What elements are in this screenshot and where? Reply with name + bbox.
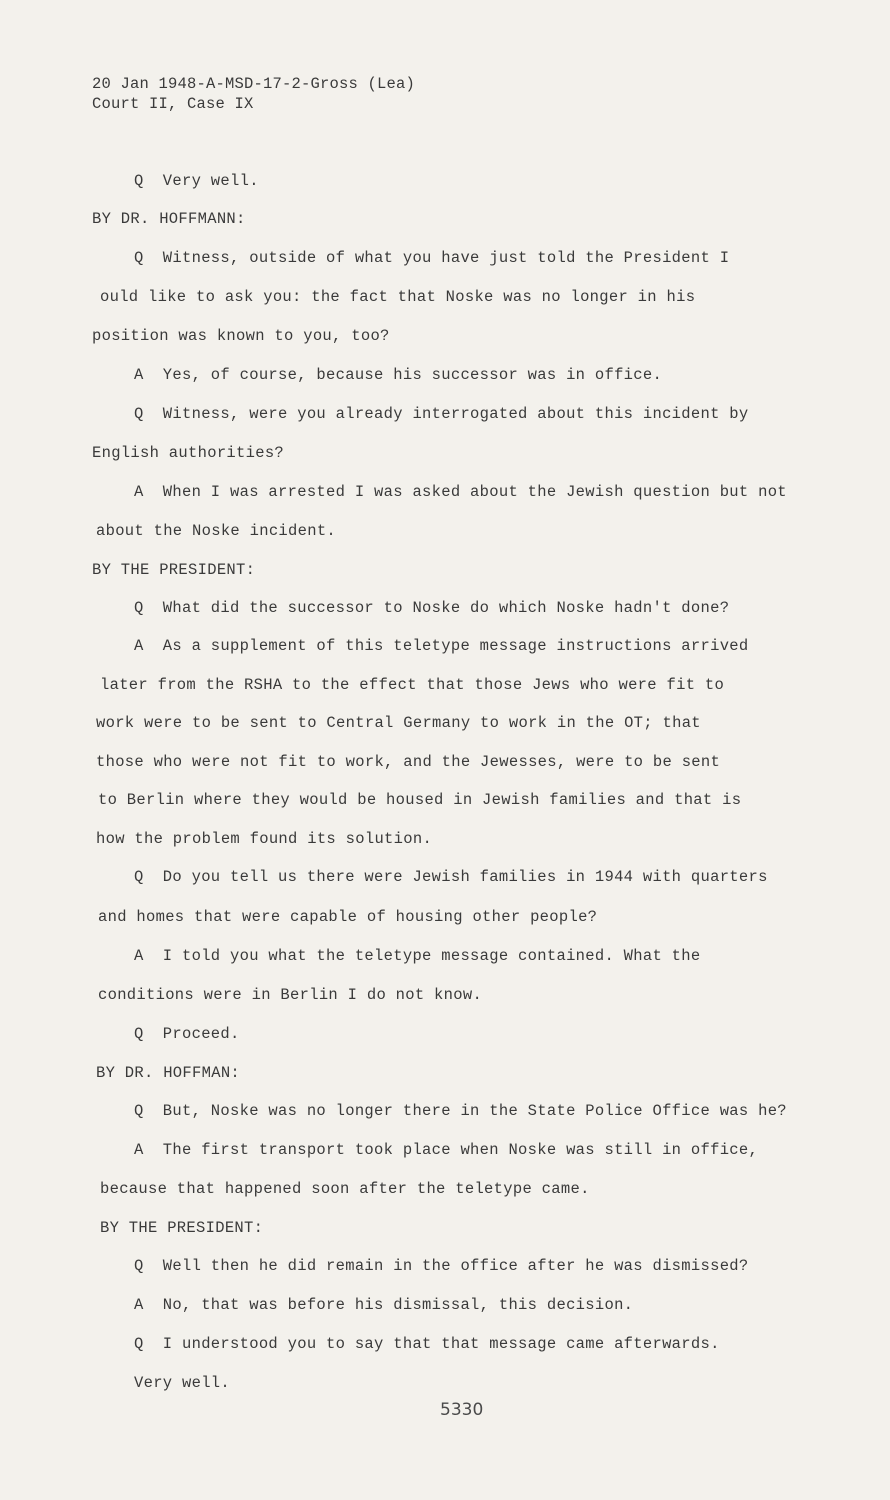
transcript-line: A As a supplement of this teletype message instructions arrived <box>134 637 749 655</box>
transcript-line: Q Well then he did remain in the office after he was dismissed? <box>134 1257 749 1275</box>
header-reference: 20 Jan 1948-A-MSD-17-2-Gross (Lea) <box>92 75 416 93</box>
speaker-heading: BY THE PRESIDENT: <box>92 561 256 579</box>
speaker-heading: BY THE PRESIDENT: <box>100 1219 264 1237</box>
transcript-line: and homes that were capable of housing other people? <box>98 908 598 926</box>
transcript-line: Q What did the successor to Noske do which Noske hadn't done? <box>134 599 730 617</box>
transcript-line: about the Noske incident. <box>96 522 337 540</box>
speaker-heading: BY DR. HOFFMANN: <box>92 210 246 228</box>
transcript-line: later from the RSHA to the effect that those Jews who were fit to <box>100 676 725 694</box>
transcript-line: A When I was arrested I was asked about the Jewish question but not <box>134 483 787 501</box>
transcript-line: A Yes, of course, because his successor was in office. <box>134 366 663 384</box>
transcript-line: Q But, Noske was no longer there in the State Police Office was he? <box>134 1102 787 1120</box>
transcript-line: Q Do you tell us there were Jewish families in 1944 with quarters <box>134 868 768 886</box>
transcript-line: English authorities? <box>92 444 285 462</box>
speaker-heading: BY DR. HOFFMAN: <box>96 1064 241 1082</box>
transcript-line: Q I understood you to say that that message came afterwards. <box>134 1335 720 1353</box>
transcript-line: Very well. <box>134 1374 231 1392</box>
transcript-line: position was known to you, too? <box>92 327 390 345</box>
header-court-case: Court II, Case IX <box>92 95 254 113</box>
transcript-line: how the problem found its solution. <box>96 830 433 848</box>
page-number: 5330 <box>440 1400 484 1420</box>
transcript-line: ould like to ask you: the fact that Noske was no longer in his <box>100 288 696 306</box>
transcript-line: A No, that was before his dismissal, this decision. <box>134 1296 634 1314</box>
transcript-line: to Berlin where they would be housed in Jewish families and that is <box>98 791 742 809</box>
transcript-line: A The first transport took place when Noske was still in office, <box>134 1141 759 1159</box>
transcript-line: work were to be sent to Central Germany to work in the OT; that <box>96 714 701 732</box>
transcript-line: Q Proceed. <box>134 1025 240 1043</box>
transcript-line: conditions were in Berlin I do not know. <box>98 986 483 1004</box>
transcript-line: Q Witness, outside of what you have just told the President I <box>134 249 730 267</box>
document-header <box>92 74 415 114</box>
transcript-line: those who were not fit to work, and the Jewesses, were to be sent <box>96 753 721 771</box>
transcript-line: A I told you what the teletype message contained. What the <box>134 947 701 965</box>
transcript-line: Q Very well. <box>134 172 259 190</box>
transcript-line: Q Witness, were you already interrogated about this incident by <box>134 405 749 423</box>
transcript-line: because that happened soon after the teletype came. <box>100 1180 590 1198</box>
